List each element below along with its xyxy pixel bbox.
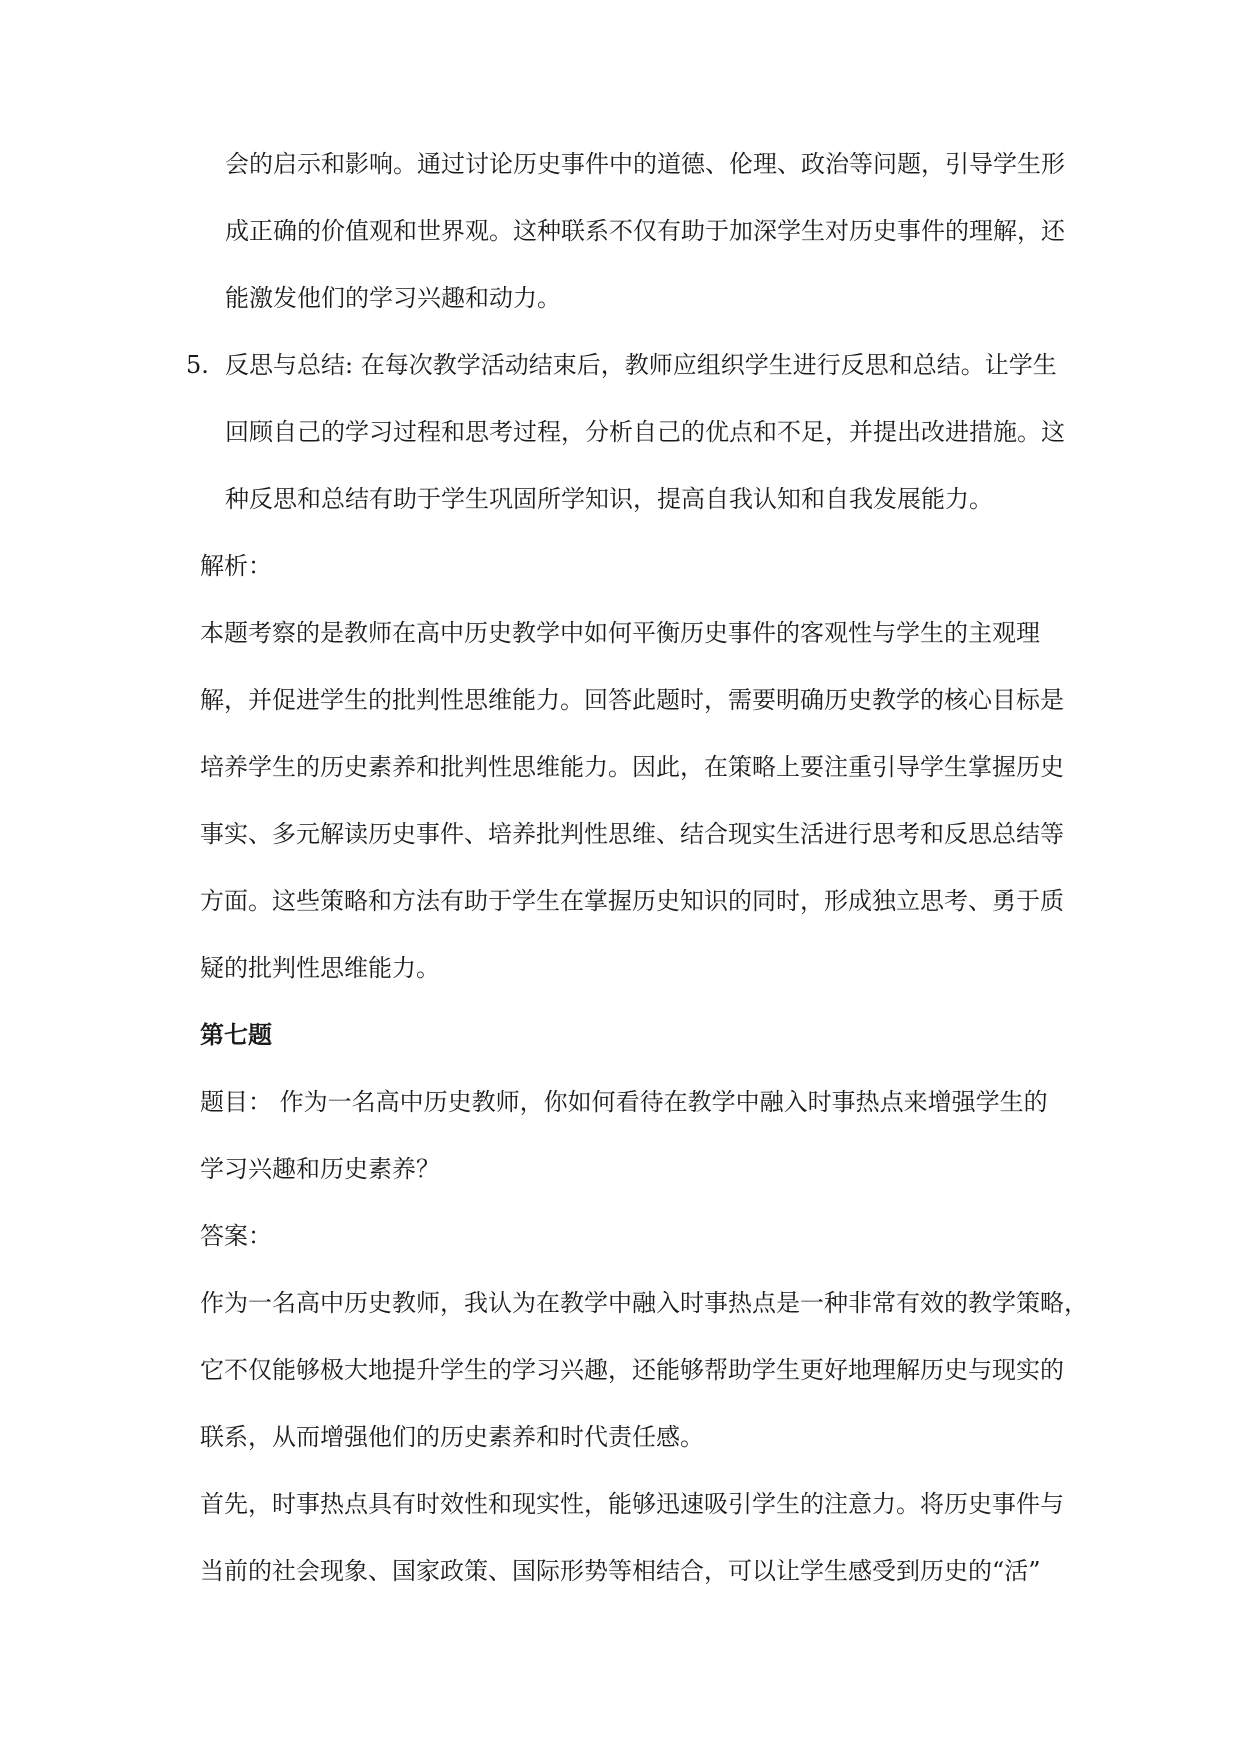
section-title: 第七题: [200, 1020, 272, 1049]
list-item-line: 反思与总结: 在每次教学活动结束后，教师应组织学生进行反思和总结。让学生: [225, 351, 1057, 379]
question-line: 学习兴趣和历史素养？: [200, 1155, 440, 1183]
question-line: 题目： 作为一名高中历史教师，你如何看待在教学中融入时事热点来增强学生的: [200, 1088, 1048, 1116]
analysis-line: 本题考察的是教师在高中历史教学中如何平衡历史事件的客观性与学生的主观理: [200, 619, 1040, 647]
answer-line: 首先，时事热点具有时效性和现实性，能够迅速吸引学生的注意力。将历史事件与: [200, 1490, 1064, 1518]
analysis-line: 事实、多元解读历史事件、培养批判性思维、结合现实生活进行思考和反思总结等: [200, 820, 1064, 848]
list-item-line: 回顾自己的学习过程和思考过程，分析自己的优点和不足，并提出改进措施。这: [225, 418, 1065, 446]
answer-line: 当前的社会现象、国家政策、国际形势等相结合，可以让学生感受到历史的“活”: [200, 1557, 1041, 1585]
answer-line: 作为一名高中历史教师，我认为在教学中融入时事热点是一种非常有效的教学策略，: [200, 1289, 1088, 1317]
analysis-line: 疑的批判性思维能力。: [200, 954, 440, 982]
paragraph-line: 成正确的价值观和世界观。这种联系不仅有助于加深学生对历史事件的理解，还: [225, 217, 1065, 245]
analysis-line: 方面。这些策略和方法有助于学生在掌握历史知识的同时，形成独立思考、勇于质: [200, 887, 1064, 915]
analysis-line: 解，并促进学生的批判性思维能力。回答此题时，需要明确历史教学的核心目标是: [200, 686, 1064, 714]
answer-line: 联系，从而增强他们的历史素养和时代责任感。: [200, 1423, 704, 1451]
list-item-line: 种反思和总结有助于学生巩固所学知识，提高自我认知和自我发展能力。: [225, 485, 993, 513]
analysis-label: 解析：: [200, 552, 272, 580]
answer-line: 它不仅能够极大地提升学生的学习兴趣，还能够帮助学生更好地理解历史与现实的: [200, 1356, 1064, 1384]
list-item-number: 5.: [186, 351, 209, 379]
analysis-line: 培养学生的历史素养和批判性思维能力。因此，在策略上要注重引导学生掌握历史: [200, 753, 1064, 781]
paragraph-line: 会的启示和影响。通过讨论历史事件中的道德、伦理、政治等问题，引导学生形: [225, 150, 1065, 178]
answer-label: 答案：: [200, 1222, 272, 1250]
paragraph-line: 能激发他们的学习兴趣和动力。: [225, 284, 561, 312]
